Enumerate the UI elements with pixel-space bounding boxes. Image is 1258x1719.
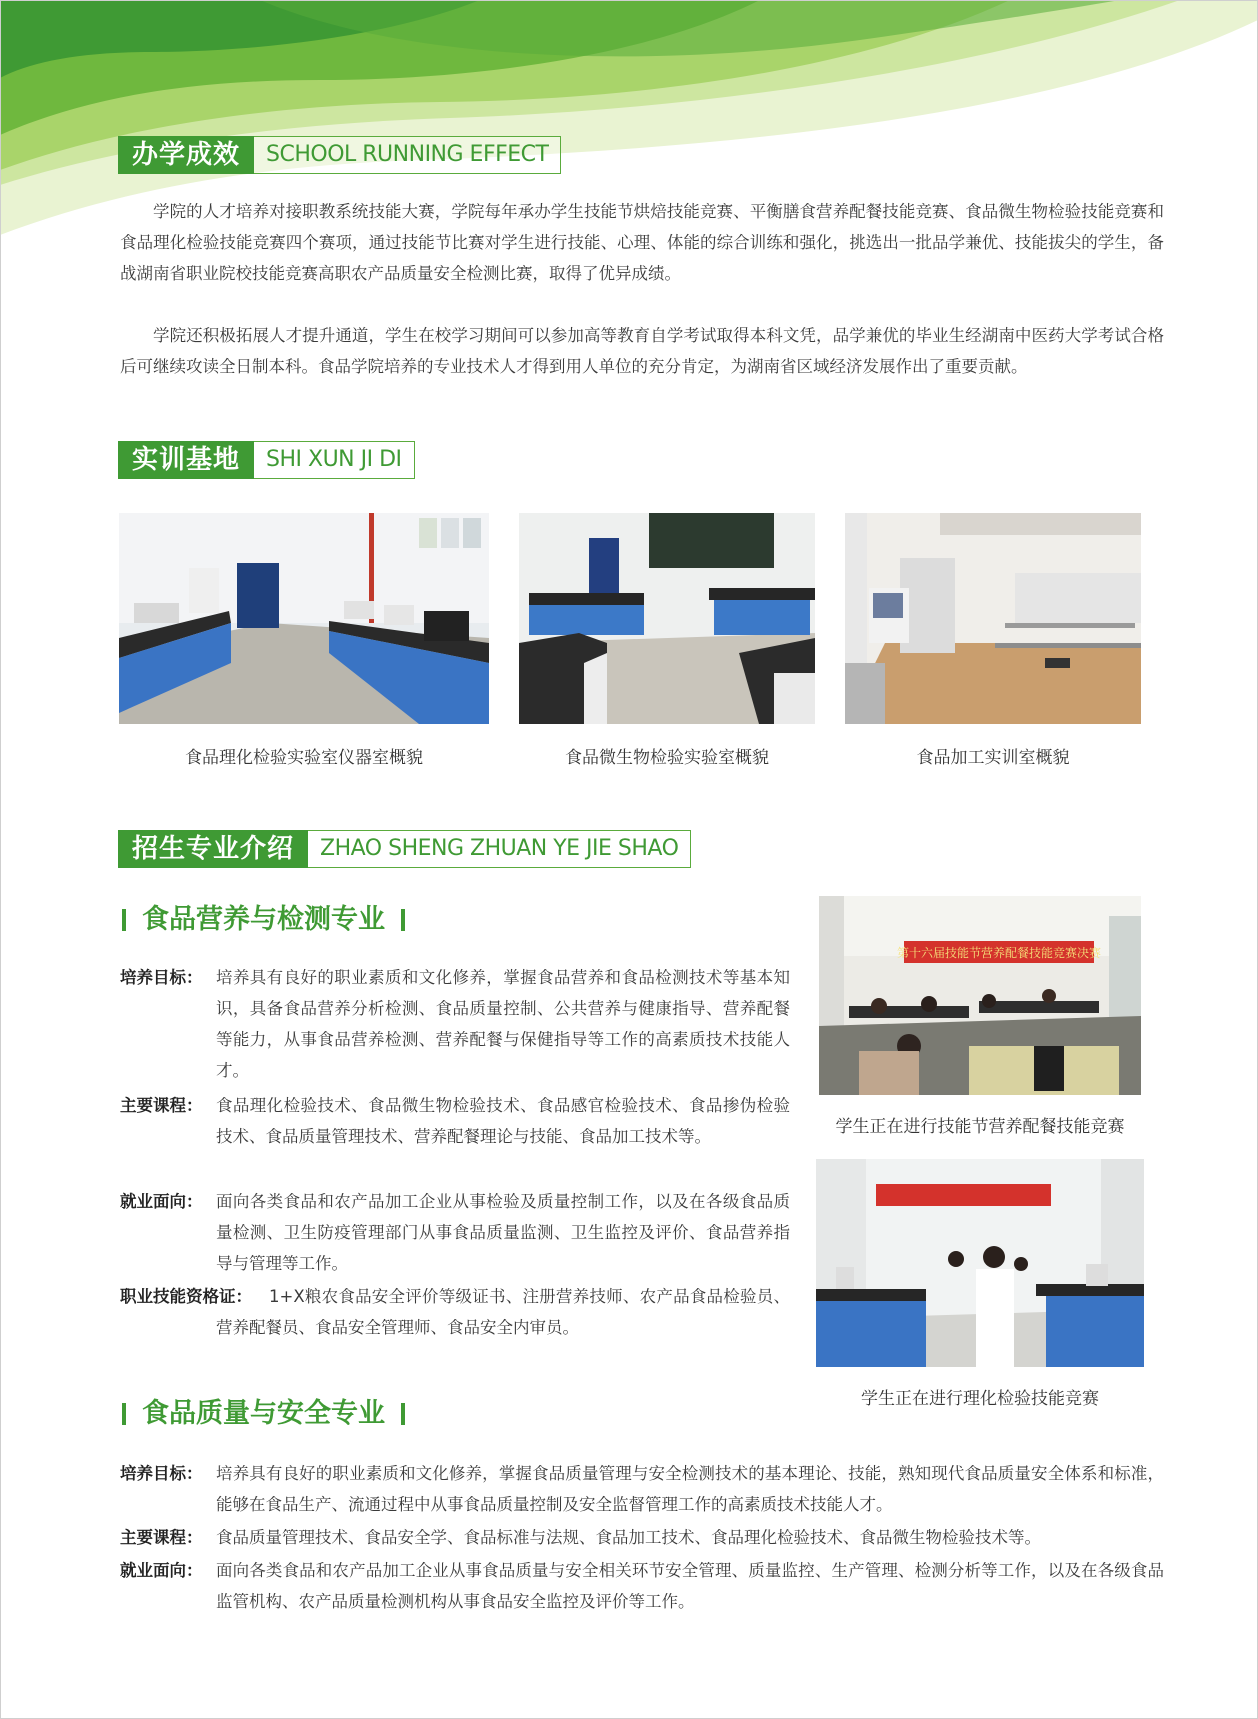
title-bar-left	[122, 1403, 126, 1425]
photo-caption: 食品微生物检验实验室概貌	[565, 748, 769, 768]
major1-jobs	[120, 1186, 790, 1279]
entry-text: 面向各类食品和农产品加工企业从事检验及质量控制工作，以及在各级食品质量检测、卫生防疫管理部门从事食品质量监测、卫生监控及评价、食品营养指导与管理等工作。	[216, 1192, 790, 1273]
title-bar-right	[401, 1403, 405, 1425]
photo-caption: 学生正在进行理化检验技能竞赛	[861, 1389, 1099, 1409]
entry-label: 就业面向：	[120, 1192, 203, 1211]
entry-label: 主要课程：	[120, 1528, 203, 1547]
photo-food-processing-room	[845, 513, 1141, 724]
title-bar-right	[401, 909, 405, 931]
entry-label: 就业面向：	[120, 1561, 203, 1580]
major1-courses	[120, 1090, 790, 1152]
photo-nutrition-competition	[819, 896, 1141, 1095]
photo-chemistry-lab	[119, 513, 489, 724]
section-title-en: SHI XUN JI DI	[254, 441, 415, 479]
title-bar-left	[122, 909, 126, 931]
major-title-food-quality-safety	[122, 1396, 405, 1432]
major-title-text: 食品营养与检测专业	[142, 904, 385, 935]
section-header-school-running-effect	[118, 136, 561, 174]
photo-caption: 食品加工实训室概貌	[916, 748, 1070, 768]
photo-chemistry-competition	[816, 1159, 1144, 1367]
section-title-cn: 招生专业介绍	[118, 830, 308, 868]
entry-text: 面向各类食品和农产品加工企业从事食品质量与安全相关环节安全管理、质量监控、生产管理、检测分析等工作，以及在各级食品监管机构、农产品质量检测机构从事食品安全监控及评价等工作。	[216, 1561, 1164, 1611]
entry-label: 职业技能资格证：	[120, 1287, 252, 1306]
entry-label: 培养目标：	[120, 1464, 203, 1483]
major2-courses	[120, 1522, 1164, 1553]
school-effect-paragraph-2: 学院还积极拓展人才提升通道，学生在校学习期间可以参加高等教育自学考试取得本科文凭，品学兼优的毕业生经湖南中医药大学考试合格后可继续攻读全日制本科。食品学院培养的专业技术人才得到用人单位的充分肯定，为湖南省区域经济发展作出了重要贡献。	[120, 326, 1164, 376]
major2-jobs	[120, 1555, 1164, 1617]
major1-goal	[120, 962, 790, 1086]
section-title-cn: 办学成效	[118, 136, 254, 174]
entry-text: 培养具有良好的职业素质和文化修养，掌握食品质量管理与安全检测技术的基本理论、技能，熟知现代食品质量安全体系和标准，能够在食品生产、流通过程中从事食品质量控制及安全监督管理工作的高素质技术技能人才。	[216, 1464, 1164, 1514]
major-title-food-nutrition	[122, 902, 405, 938]
photo-banner-text: 第十六届技能节营养配餐技能竞赛决赛	[896, 946, 1102, 960]
section-header-training-base	[118, 441, 415, 479]
major1-cert	[120, 1281, 790, 1343]
photo-caption: 食品理化检验实验室仪器室概貌	[185, 748, 423, 768]
entry-label: 主要课程：	[120, 1096, 203, 1115]
entry-text: 1+X粮农食品安全评价等级证书、注册营养技师、农产品食品检验员、营养配餐员、食品安全管理师、食品安全内审员。	[216, 1287, 790, 1337]
photo-caption: 学生正在进行技能节营养配餐技能竞赛	[835, 1117, 1125, 1137]
entry-text: 培养具有良好的职业素质和文化修养，掌握食品营养和食品检测技术等基本知识，具备食品营养分析检测、食品质量控制、公共营养与健康指导、营养配餐等能力，从事食品营养检测、营养配餐与保健指导等工作的高素质技术技能人才。	[216, 968, 790, 1080]
section-title-cn: 实训基地	[118, 441, 254, 479]
entry-text: 食品质量管理技术、食品安全学、食品标准与法规、食品加工技术、食品理化检验技术、食品微生物检验技术等。	[216, 1528, 1041, 1547]
section-title-en: ZHAO SHENG ZHUAN YE JIE SHAO	[308, 830, 691, 868]
photo-microbiology-lab	[519, 513, 815, 724]
entry-label: 培养目标：	[120, 968, 203, 987]
major2-goal	[120, 1458, 1164, 1520]
major-title-text: 食品质量与安全专业	[142, 1398, 385, 1429]
entry-text: 食品理化检验技术、食品微生物检验技术、食品感官检验技术、食品掺伪检验技术、食品质量管理技术、营养配餐理论与技能、食品加工技术等。	[216, 1096, 790, 1146]
section-title-en: SCHOOL RUNNING EFFECT	[254, 136, 561, 174]
section-header-majors	[118, 830, 691, 868]
school-effect-paragraph-1: 学院的人才培养对接职教系统技能大赛，学院每年承办学生技能节烘焙技能竞赛、平衡膳食营养配餐技能竞赛、食品微生物检验技能竞赛和食品理化检验技能竞赛四个赛项，通过技能节比赛对学生进行技能、心理、体能的综合训练和强化，挑选出一批品学兼优、技能拔尖的学生，备战湖南省职业院校技能竞赛高职农产品质量安全检测比赛，取得了优异成绩。	[120, 202, 1164, 283]
